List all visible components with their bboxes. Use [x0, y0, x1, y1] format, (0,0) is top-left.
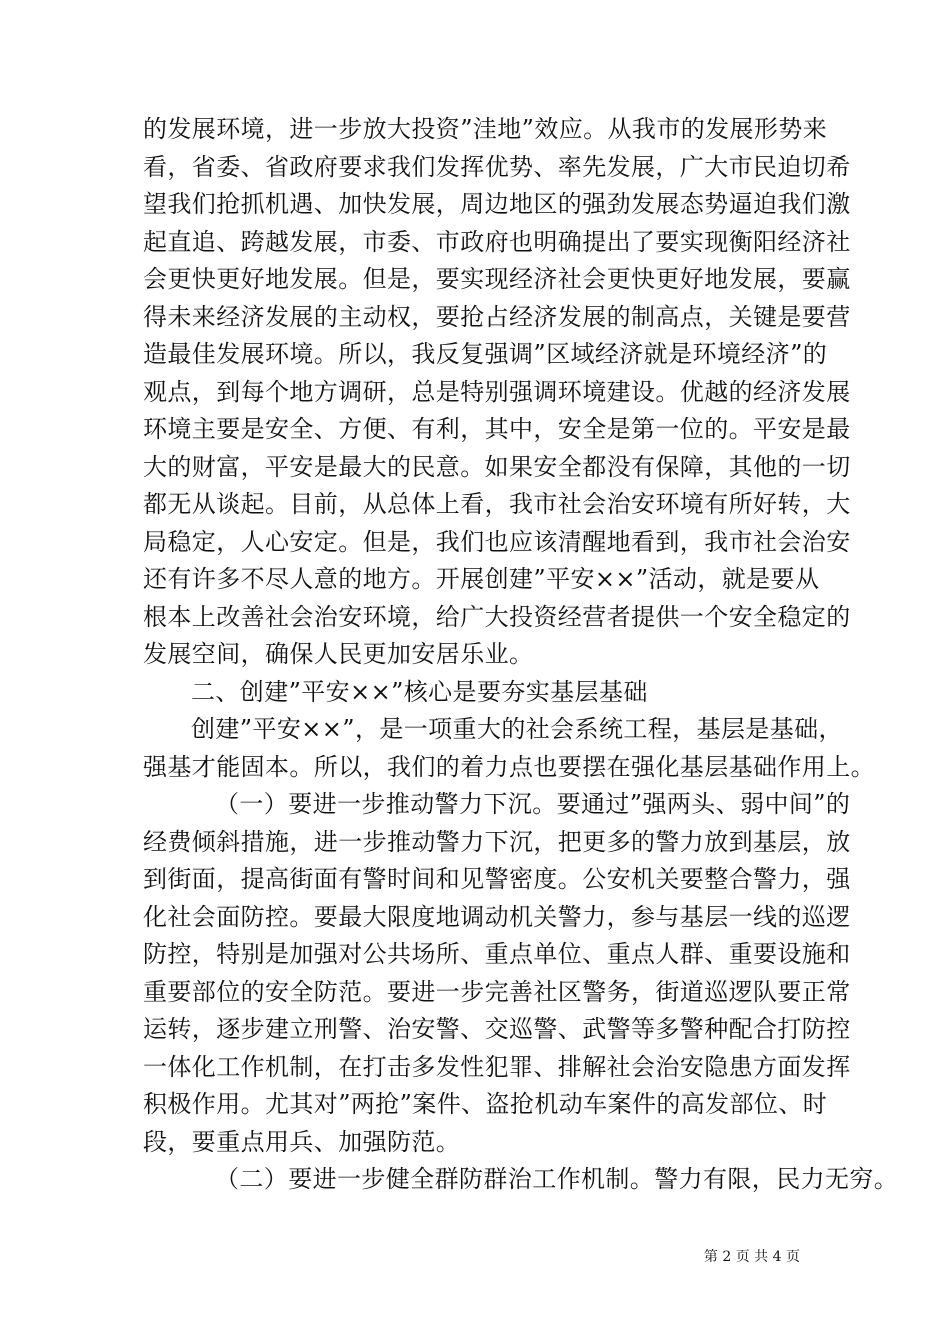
text-line: 强基才能固本。所以，我们的着力点也要摆在强化基层基础作用上。 [143, 752, 875, 781]
page-number: 第 2 页 共 4 页 [703, 1249, 800, 1265]
text-line: 重要部位的安全防范。要进一步完善社区警务，街道巡逻队要正常 [143, 977, 851, 1006]
text-line: 到街面，提高街面有警时间和见警密度。公安机关要整合警力，强 [143, 865, 851, 893]
text-line: 望我们抢抓机遇、加快发展，周边地区的强劲发展态势逼迫我们激 [143, 190, 851, 218]
text-line: 根本上改善社会治安环境，给广大投资经营者提供一个安全稳定的 [143, 602, 851, 631]
subsection-line: （一）要进一步推动警力下沉。要通过”强两头、弱中间”的 [215, 790, 851, 818]
text-line: 段，要重点用兵、加强防范。 [143, 1127, 461, 1156]
text-line: 造最佳发展环境。所以，我反复强调”区域经济就是环境经济”的 [143, 340, 828, 368]
text-line: 环境主要是安全、方便、有利，其中，安全是第一位的。平安是最 [143, 415, 851, 443]
text-line: 都无从谈起。目前，从总体上看，我市社会治安环境有所好转，大 [143, 490, 851, 518]
section-heading: 二、创建”平安××”核心是要夯实基层基础 [191, 677, 648, 706]
text-line: 一体化工作机制，在打击多发性犯罪、排解社会治安隐患方面发挥 [143, 1052, 851, 1081]
text-line: 还有许多不尽人意的地方。开展创建”平安××”活动，就是要从 [143, 565, 820, 593]
text-line: 起直追、跨越发展，市委、市政府也明确提出了要实现衡阳经济社 [143, 227, 851, 256]
text-line: 化社会面防控。要最大限度地调动机关警力，参与基层一线的巡逻 [143, 902, 851, 931]
text-line: 会更快更好地发展。但是，要实现经济社会更快更好地发展，要赢 [143, 265, 851, 293]
text-line: 运转，逐步建立刑警、治安警、交巡警、武警等多警种配合打防控 [143, 1015, 851, 1043]
text-line: 发展空间，确保人民更加安居乐业。 [143, 640, 534, 668]
text-line: 观点，到每个地方调研，总是特别强调环境建设。优越的经济发展 [143, 377, 851, 406]
text-line: 创建”平安××”，是一项重大的社会系统工程，基层是基础， [191, 715, 843, 743]
text-line: 局稳定，人心安定。但是，我们也应该清醒地看到，我市社会治安 [143, 527, 851, 556]
text-line: 积极作用。尤其对”两抢”案件、盗抢机动车案件的高发部位、时 [143, 1090, 828, 1118]
text-line: 防控，特别是加强对公共场所、重点单位、重点人群、重要设施和 [143, 940, 851, 968]
text-line: 看，省委、省政府要求我们发挥优势、率先发展，广大市民迫切希 [143, 152, 851, 181]
text-line: 得未来经济发展的主动权，要抢占经济发展的制高点，关键是要营 [143, 302, 851, 331]
text-line: 的发展环境，进一步放大投资”洼地”效应。从我市的发展形势来 [143, 115, 828, 143]
text-line: 大的财富，平安是最大的民意。如果安全都没有保障，其他的一切 [143, 452, 851, 481]
text-line: 经费倾斜措施，进一步推动警力下沉，把更多的警力放到基层，放 [143, 827, 851, 856]
subsection-line: （二）要进一步健全群防群治工作机制。警力有限，民力无穷。 [215, 1165, 899, 1193]
